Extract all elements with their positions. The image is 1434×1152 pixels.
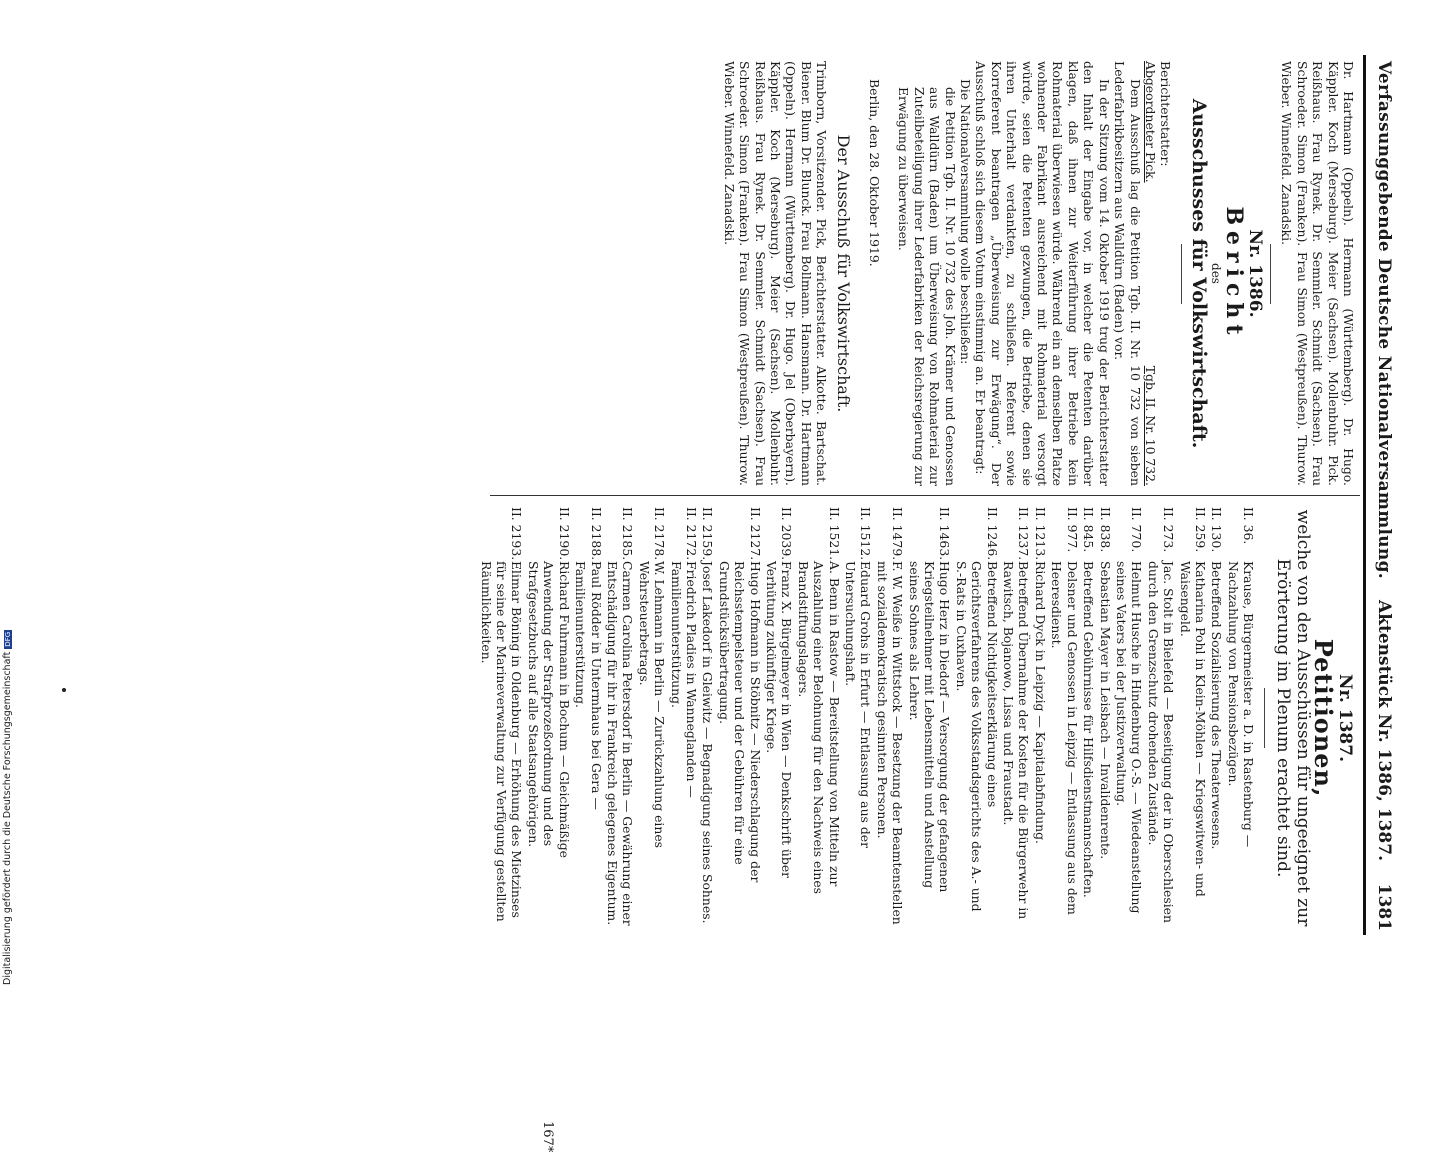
petition-text: Hugo Herz in Diedorf — Versorgung der gefangenen Kriegsteilnehmer mit Lebensmitteln und Anstellung seines Sohnes als Lehrer. [906,561,953,893]
separator-rule-3 [1264,688,1265,748]
petition-item [1209,507,1224,929]
petition-item [1097,507,1112,929]
petition-number: II. 130. [1209,507,1225,553]
petition-item [478,507,524,929]
header-page-number: 1381 [1374,883,1394,931]
scan-speck [62,688,66,692]
page-number: 167* [540,1121,555,1152]
petition-number: II. 845. [1081,507,1097,553]
petition-text: Betreffend Sozialisierung des Theaterwesens. [1209,561,1225,850]
petition-item [636,507,667,929]
petition-number: II. 2127. [747,507,763,561]
header-document-numbers: Aktenstück Nr. 1386, 1387. [1374,600,1394,861]
bericht-number: Nr. 1386. [1244,229,1265,318]
reporter-name: Abgeordneter Pick. [1142,61,1158,183]
members-list-top: Dr. Hartmann (Oppeln). Hermann (Württemberg). Dr. Hugo. Käppler. Koch (Merseburg). Meier (Sachsen). Mollenbuhr. Pick. Reißhaus. Frau Rynek. Dr. Semmler. Schmidt (Sachsen). Frau Schroeder. Simon (Franken). Frau Simon (Westpreußen). Thurow. Wieber. Winnefeld. Zanadski. [1279,61,1356,486]
running-header [1363,55,1400,935]
petition-number: II. 1213. [1032,507,1048,561]
petition-item [764,507,795,929]
petition-number: II. 2039. [779,507,795,561]
petition-item [716,507,762,929]
bericht-paragraph-1: Dem Ausschuß lag die Petition Tgb. II. Nr. 10 732 von sieben Lederfabrikbesitzern aus Walldürn (Baden) vor. [1112,61,1143,486]
petition-text: Carmen Carolina Petersdorf in Berlin — Gewährung einer Entschädigung für ihr in Frankreich gelegenes Eigentum. [604,561,636,926]
petition-number: II. 1512. [858,507,874,561]
petition-text: Sebastian Mayer in Leisbach — Invalidenrente. [1097,561,1113,860]
committee-members: Trimborn, Vorsitzender. Pick, Berichterstatter. Alkotte. Bartschat. Biener. Blum Dr. Blunck. Frau Bollmann. Hansmann. Dr. Hartmann (Oppeln). Hermann (Württemberg). Dr. Hugo. Jel (Oberbayern). Käppler. Koch (Merseburg). Meier (Sachsen). Mollenbuhr. Reißhaus. Frau Rynek. Dr. Semmler. Schmidt (Sachsen). Frau Schroeder. Simon (Franken). Frau Simon (Westpreußen). Thurow. Wieber. Winnefeld. Zanadski. [721,61,830,486]
petition-text: A. Benn in Rastow — Bereitstellung von Mitteln zur Auszahlung einer Belohnung für den Nachweis eines Brandstiftungslagers. [795,561,842,895]
petition-item [1049,507,1080,929]
petition-number: II. 2172. [683,507,699,561]
petitionen-number: Nr. 1387. [1335,673,1355,762]
petition-number: II. 770. [1129,507,1145,553]
petition-number: II. 2188. [588,507,604,561]
petition-item [668,507,699,929]
left-column [721,61,1356,486]
petition-text: Betreffend Übernahme der Kosten für die Bürgerwehr in Rawitsch, Bojanowo, Lissa und Fraustadt. [1001,561,1032,920]
bericht-date: Berlin, den 28. Oktober 1919. [867,79,883,267]
petition-item [843,507,874,929]
petition-number: II. 2190. [556,507,572,561]
petition-text: Delsner und Genossen in Leipzig — Entlassung aus dem Heeresdienst. [1049,561,1080,915]
petition-text: Helmut Husche in Hindenburg O.-S. — Wiedeanstellung seines Vaters bei der Justizverwaltung. [1113,561,1145,914]
petitionen-title: Petitionen, [1308,638,1338,798]
petition-number: II. 259. [1192,507,1208,553]
petition-text: Elimar Böning in Oldenburg — Erhöhung des Mietzinses für seine der Marineverwaltung zur Verfügung gestellten Räumlichkeiten. [478,561,525,922]
bericht-motion: die Petition Tgb. II. Nr. 10 732 des Joh. Krämer und Genossen aus Walldürn (Baden) um Überweisung von Rohmaterial zur Zuteilbeteiligung ihrer Lederfabriken der Reichsregierung zur Erwägung zu überweisen. [896,87,958,486]
column-divider [490,495,1360,496]
bericht-title: Bericht [1220,206,1247,341]
petition-item [1225,507,1256,929]
rotated-document [110,55,1400,1152]
petition-text: Katharina Pohl in Klein-Möhlen — Kriegswitwen- und Waisengeld. [1177,561,1208,897]
petition-text: W. Lehmann in Berlin — Zurückzahlung eines Wehrsteuerbetrags. [636,561,668,849]
petition-text: Josef Lakedorf in Gleiwitz — Begnadigung seines Sohnes. [700,561,716,924]
petition-text: Betreffend Nichtigkeitserklärung eines Gerichtsverfahrens des Volksstandsgerichts des A.- und S.-Rats in Cuxhaven. [953,561,1000,912]
petition-text: Hugo Hofmann in Stöbnitz — Niederschlagung der Reichsstempelsteuer und der Gebühren für eine Grundstücksübertragung. [716,561,763,883]
separator-rule [1270,244,1271,304]
petition-number: II. 1246. [984,507,1000,561]
petition-text: Betreffend Gebührnisse für Hilfsdienstmannschaften. [1081,561,1097,898]
petition-list [478,507,1256,929]
petition-item [605,507,636,929]
petition-number: II. 1237. [1016,507,1032,561]
petition-item [906,507,952,929]
petition-text: F. W. Weiße in Wittstock — Besetzung der Beamtenstellen mit sozialdemokratisch gesinnten Personen. [874,561,906,925]
petition-number: II. 977. [1064,507,1080,553]
bericht-paragraph-2: In der Sitzung vom 14. Oktober 1919 trug der Berichterstatter den Inhalt der Eingabe vor, in welcher die Petenten darüber klagen, daß ihnen zur Weiterführung ihrer Betriebe kein Rohmaterial überwiesen würde. Während ein an demselben Platze wohnender Fabrikant ausreichend mit Rohmaterial versorgt würde, seien die Petenten gezwungen, die Betriebe, denen sie ihren Unterhalt verdankten, zu schließen. Referent sowie Korreferent beantragen „Überweisung zur Erwägung“. Der Ausschuß schloß sich diesem Votum einstimmig an. Er beantragt: [973,61,1112,486]
petition-text: Friedrich Pladies in Wanneglanden — Familienunterstützung. [668,561,699,798]
petition-item [526,507,572,929]
petition-number: II. 2193. [509,507,525,561]
petition-text: Paul Rödder in Untermhaus bei Gera — Familienunterstützung. [573,561,604,810]
digitization-note [2,630,13,985]
petition-text: Richard Fuhrmann in Bochum — Gleichmäßige Anwendung der Strafprozeßordnung und des Strafgesetzbuchs auf alle Staatsangehörigen. [525,561,572,858]
petition-number: II. 2159. [700,507,716,561]
petition-item [874,507,905,929]
bericht-des: des [1209,263,1224,284]
petition-text: Krause, Bürgermeister a. D. in Rastenburg — Nachzahlung von Pensionsbezügen. [1225,561,1257,848]
petition-text: Richard Dyck in Leipzig — Kapitalabfindung. [1032,561,1048,844]
petition-text: Franz X. Bürgelmeyer in Wien — Denkschrift über Verhütung zukünftiger Kriege. [764,561,795,879]
reporter-row [1143,61,1158,486]
petition-number: II. 2185. [620,507,636,561]
petition-item [700,507,715,929]
petition-number: II. 1521. [826,507,842,561]
petition-item [1033,507,1048,929]
petition-item [1145,507,1176,929]
petition-number: II. 36. [1241,507,1257,545]
header-title: Verfassunggebende Deutsche Nationalversammlung. [1374,61,1394,579]
digitization-note-text: Digitalisierung gefördert durch die Deutsche Forschungsgemeinschaft [2,651,13,985]
petition-number: II. 1463. [937,507,953,561]
petition-item [1081,507,1096,929]
petition-text: Eduard Grohs in Erfurt — Entlassung aus der Untersuchungshaft. [843,561,874,849]
reporter-label: Berichterstatter: [1158,61,1174,167]
petition-number: II. 1479. [890,507,906,561]
petition-number: II. 2178. [652,507,668,561]
petition-number: II. 838. [1097,507,1113,553]
petition-item [573,507,604,929]
petition-item [1001,507,1032,929]
petition-item [1177,507,1208,929]
petition-item [1114,507,1145,929]
petitionen-subtitle: welche von den Ausschüssen für ungeeignet zur Erörterung im Plenum erachtet sind. [1273,509,1314,927]
bericht-subtitle: Ausschusses für Volkswirtschaft. [1187,98,1210,449]
dfg-logo: DFG [4,631,12,647]
separator-rule-2 [1181,244,1182,304]
committee-heading: Der Ausschuß für Volkswirtschaft. [833,134,853,413]
petition-item [953,507,999,929]
right-column [477,507,1356,929]
petition-text: Jac. Stolt in Bielefeld — Beseitigung der in Oberschlesien durch den Grenzschutz drohenden Zustände. [1145,561,1177,923]
petition-reference: Tgb. II. Nr. 10 732. [1142,365,1158,486]
petition-number: II. 273. [1161,507,1177,553]
petition-item [795,507,841,929]
bericht-paragraph-3: Die Nationalversammlung wolle beschließen: [958,79,974,365]
